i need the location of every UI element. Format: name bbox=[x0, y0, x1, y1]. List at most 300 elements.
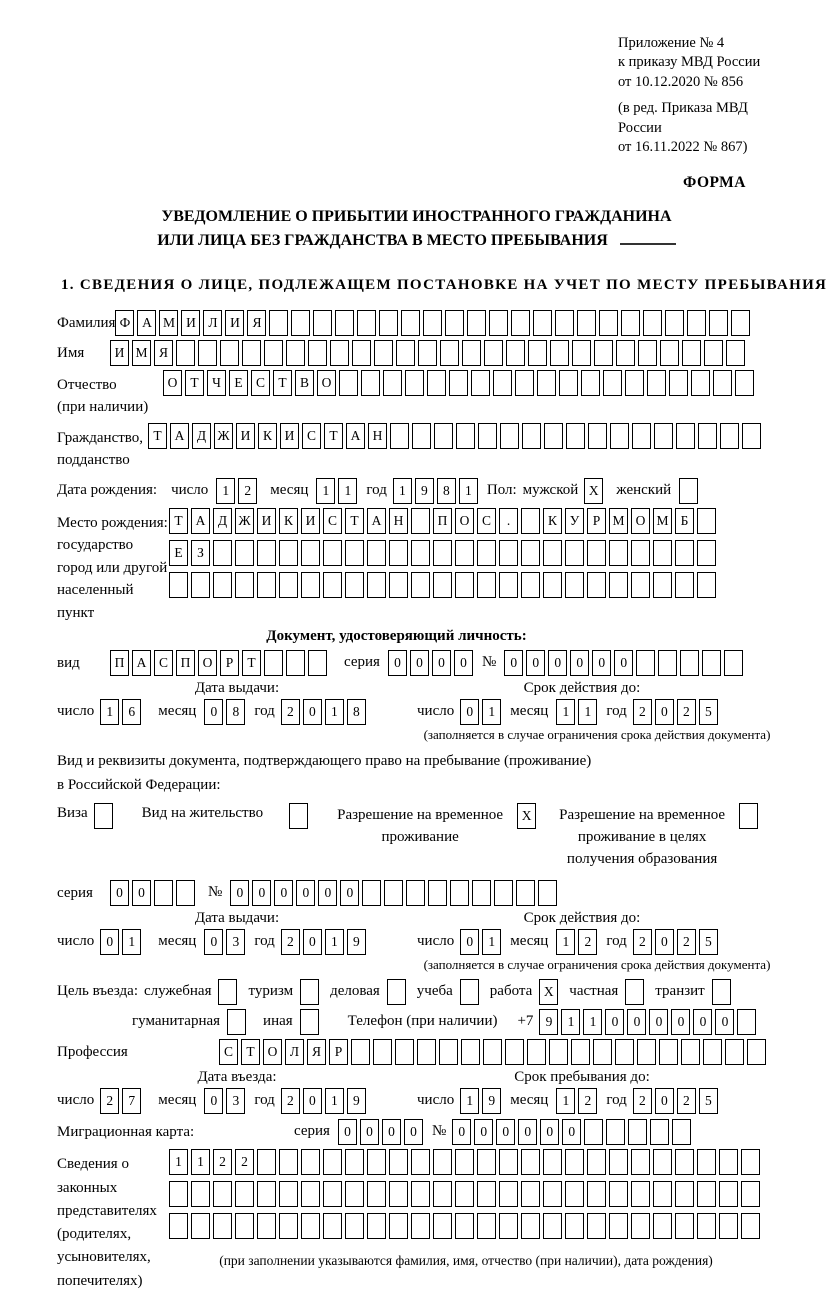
char-cell bbox=[704, 340, 723, 366]
char-cell: А bbox=[191, 508, 210, 534]
char-cell bbox=[521, 540, 540, 566]
valid-day-boxes bbox=[460, 699, 504, 725]
char-cell bbox=[428, 880, 447, 906]
char-cell bbox=[609, 540, 628, 566]
char-cell bbox=[515, 370, 534, 396]
char-cell: 2 bbox=[633, 1088, 652, 1114]
birth-place-line3 bbox=[169, 572, 719, 598]
representatives-line3 bbox=[169, 1213, 763, 1239]
char-cell: И bbox=[110, 340, 129, 366]
char-cell bbox=[742, 423, 761, 449]
char-cell bbox=[676, 423, 695, 449]
char-cell bbox=[411, 572, 430, 598]
char-cell: С bbox=[477, 508, 496, 534]
char-cell bbox=[587, 540, 606, 566]
doc-kind-label: вид bbox=[57, 655, 80, 672]
phone-boxes bbox=[539, 1009, 759, 1035]
char-cell bbox=[213, 540, 232, 566]
char-cell bbox=[565, 540, 584, 566]
char-cell bbox=[264, 650, 283, 676]
char-cell: 2 bbox=[578, 1088, 597, 1114]
char-cell bbox=[647, 370, 666, 396]
char-cell: Е bbox=[229, 370, 248, 396]
valid-month-boxes bbox=[556, 929, 600, 955]
purpose-business-checkbox bbox=[380, 979, 409, 1005]
char-cell: 1 bbox=[583, 1009, 602, 1035]
male-checkbox bbox=[584, 478, 606, 504]
char-cell: А bbox=[170, 423, 189, 449]
birth-place-line1 bbox=[169, 508, 719, 534]
char-cell: Л bbox=[203, 310, 222, 336]
char-cell: Т bbox=[169, 508, 188, 534]
residence-permit-label: Вид на жительство bbox=[141, 805, 264, 822]
purpose-other-checkbox bbox=[293, 1009, 322, 1035]
char-cell bbox=[351, 1039, 370, 1065]
char-cell: 3 bbox=[226, 1088, 245, 1114]
char-cell: Ж bbox=[235, 508, 254, 534]
patronymic-label: Отчество (при наличии) bbox=[57, 376, 149, 416]
month-label: месяц bbox=[510, 933, 549, 950]
char-cell bbox=[462, 340, 481, 366]
char-cell bbox=[395, 1039, 414, 1065]
char-cell bbox=[483, 1039, 502, 1065]
char-cell bbox=[720, 423, 739, 449]
number-label: № bbox=[208, 884, 223, 901]
char-cell bbox=[301, 1181, 320, 1207]
series-label: серия bbox=[344, 654, 380, 671]
purpose-business-label: деловая bbox=[330, 983, 380, 1000]
char-cell bbox=[505, 1039, 524, 1065]
valid-until-header: Срок действия до: bbox=[523, 910, 641, 927]
validity-note: (заполняется в случае ограничения срока действия документа) bbox=[423, 957, 771, 973]
char-cell bbox=[467, 310, 486, 336]
char-cell: 1 bbox=[325, 699, 344, 725]
valid-until-header: Срок действия до: bbox=[523, 680, 641, 697]
char-cell: 1 bbox=[556, 1088, 575, 1114]
char-cell bbox=[587, 1149, 606, 1175]
residence-doc-intro2: в Российской Федерации: bbox=[57, 777, 221, 794]
char-cell bbox=[411, 540, 430, 566]
visit-purpose-row2 bbox=[132, 1009, 776, 1035]
char-cell bbox=[323, 1213, 342, 1239]
char-cell: И bbox=[257, 508, 276, 534]
char-cell bbox=[455, 540, 474, 566]
char-cell bbox=[737, 1009, 756, 1035]
char-cell: 5 bbox=[699, 1088, 718, 1114]
char-cell bbox=[455, 1149, 474, 1175]
day-label: число bbox=[417, 1092, 455, 1109]
birth-place-box-rows bbox=[169, 508, 719, 604]
char-cell: Т bbox=[324, 423, 343, 449]
char-cell: Т bbox=[273, 370, 292, 396]
char-cell bbox=[291, 310, 310, 336]
char-cell bbox=[301, 1149, 320, 1175]
char-cell bbox=[632, 423, 651, 449]
char-cell: 0 bbox=[388, 650, 407, 676]
issue-day-boxes bbox=[100, 929, 144, 955]
issue-month-boxes bbox=[204, 929, 248, 955]
char-cell: 0 bbox=[460, 699, 479, 725]
issue-year-boxes bbox=[281, 929, 369, 955]
char-cell bbox=[257, 1181, 276, 1207]
char-cell: 2 bbox=[633, 699, 652, 725]
char-cell: 0 bbox=[132, 880, 151, 906]
char-cell bbox=[191, 1181, 210, 1207]
char-cell: Ч bbox=[207, 370, 226, 396]
profession-row bbox=[57, 1039, 776, 1065]
char-cell bbox=[169, 572, 188, 598]
char-cell: 1 bbox=[578, 699, 597, 725]
char-cell bbox=[352, 340, 371, 366]
char-cell: 0 bbox=[404, 1119, 423, 1145]
char-cell: 2 bbox=[677, 699, 696, 725]
char-cell bbox=[675, 1213, 694, 1239]
char-cell: З bbox=[191, 540, 210, 566]
visa-checkbox bbox=[94, 803, 116, 829]
char-cell: 1 bbox=[460, 1088, 479, 1114]
identity-valid-date bbox=[417, 699, 721, 725]
char-cell: Т bbox=[185, 370, 204, 396]
citizenship-label: Гражданство, подданство bbox=[57, 429, 144, 469]
birth-day-boxes bbox=[216, 478, 260, 504]
char-cell bbox=[301, 572, 320, 598]
purpose-humanitarian-label: гуманитарная bbox=[132, 1013, 221, 1030]
char-cell bbox=[550, 340, 569, 366]
char-cell bbox=[636, 650, 655, 676]
identity-dates-row bbox=[57, 699, 776, 725]
char-cell: К bbox=[258, 423, 277, 449]
char-cell bbox=[362, 880, 381, 906]
char-cell: 0 bbox=[474, 1119, 493, 1145]
representatives-line2 bbox=[169, 1181, 763, 1207]
char-cell bbox=[697, 1149, 716, 1175]
char-cell: 0 bbox=[460, 929, 479, 955]
char-cell bbox=[455, 1181, 474, 1207]
purpose-tourism-checkbox bbox=[293, 979, 322, 1005]
char-cell bbox=[367, 572, 386, 598]
residence-number-boxes bbox=[230, 880, 560, 906]
representatives-line1 bbox=[169, 1149, 763, 1175]
char-cell: 1 bbox=[556, 699, 575, 725]
char-cell: 1 bbox=[325, 929, 344, 955]
char-cell bbox=[543, 572, 562, 598]
profession-label: Профессия bbox=[57, 1044, 128, 1061]
char-cell bbox=[489, 310, 508, 336]
purpose-other-label: иная bbox=[263, 1013, 293, 1030]
char-cell bbox=[637, 1039, 656, 1065]
representatives-label: Сведения о законных представителях (родителях, усыновителях, попечителях) bbox=[57, 1156, 157, 1289]
char-cell bbox=[301, 1213, 320, 1239]
char-cell bbox=[461, 1039, 480, 1065]
char-cell bbox=[654, 423, 673, 449]
char-cell bbox=[357, 310, 376, 336]
char-cell bbox=[606, 1119, 625, 1145]
edu-permit-label: Разрешение на временное проживание в целях получения образования bbox=[559, 807, 726, 867]
char-cell bbox=[609, 1213, 628, 1239]
char-cell: И bbox=[181, 310, 200, 336]
char-cell bbox=[384, 880, 403, 906]
char-cell bbox=[679, 478, 698, 504]
year-label: год bbox=[606, 1092, 627, 1109]
char-cell bbox=[506, 340, 525, 366]
char-cell bbox=[549, 1039, 568, 1065]
char-cell: К bbox=[543, 508, 562, 534]
char-cell bbox=[367, 1181, 386, 1207]
year-label: год bbox=[254, 933, 275, 950]
char-cell: Б bbox=[675, 508, 694, 534]
char-cell bbox=[345, 1181, 364, 1207]
char-cell bbox=[367, 540, 386, 566]
char-cell bbox=[527, 1039, 546, 1065]
char-cell: 0 bbox=[715, 1009, 734, 1035]
char-cell: 0 bbox=[570, 650, 589, 676]
char-cell: 0 bbox=[274, 880, 293, 906]
purpose-official-label: служебная bbox=[143, 983, 212, 1000]
char-cell bbox=[191, 572, 210, 598]
char-cell bbox=[477, 1149, 496, 1175]
char-cell bbox=[594, 340, 613, 366]
char-cell bbox=[257, 540, 276, 566]
char-cell bbox=[235, 1213, 254, 1239]
char-cell: 1 bbox=[561, 1009, 580, 1035]
char-cell bbox=[565, 1181, 584, 1207]
char-cell: 0 bbox=[548, 650, 567, 676]
entry-date-header: Дата въезда: bbox=[197, 1069, 277, 1086]
appendix-line: Приложение № 4 bbox=[618, 35, 725, 51]
number-label: № bbox=[481, 654, 497, 671]
char-cell bbox=[544, 423, 563, 449]
char-cell: Т bbox=[345, 508, 364, 534]
char-cell bbox=[433, 572, 452, 598]
issue-day-boxes bbox=[100, 699, 144, 725]
char-cell bbox=[301, 540, 320, 566]
valid-year-boxes bbox=[633, 929, 721, 955]
char-cell: 0 bbox=[655, 1088, 674, 1114]
day-label: число bbox=[57, 1092, 95, 1109]
series-label: серия bbox=[57, 885, 93, 902]
char-cell: 0 bbox=[693, 1009, 712, 1035]
char-cell bbox=[257, 1149, 276, 1175]
char-cell: 1 bbox=[393, 478, 412, 504]
char-cell bbox=[588, 423, 607, 449]
char-cell bbox=[675, 1181, 694, 1207]
char-cell bbox=[154, 880, 173, 906]
entry-day-boxes bbox=[100, 1088, 144, 1114]
char-cell bbox=[499, 572, 518, 598]
char-cell: 1 bbox=[482, 699, 501, 725]
purpose-transit-checkbox bbox=[705, 979, 734, 1005]
char-cell bbox=[682, 340, 701, 366]
char-cell: 0 bbox=[592, 650, 611, 676]
char-cell: 9 bbox=[415, 478, 434, 504]
char-cell bbox=[709, 310, 728, 336]
char-cell bbox=[379, 310, 398, 336]
char-cell bbox=[427, 370, 446, 396]
char-cell bbox=[565, 1149, 584, 1175]
char-cell: 2 bbox=[281, 929, 300, 955]
char-cell bbox=[449, 370, 468, 396]
section1-heading: 1. СВЕДЕНИЯ О ЛИЦЕ, ПОДЛЕЖАЩЕМ ПОСТАНОВКЕ НА УЧЕТ ПО МЕСТУ ПРЕБЫВАНИЯ bbox=[61, 276, 827, 293]
char-cell bbox=[609, 572, 628, 598]
char-cell: 6 bbox=[122, 699, 141, 725]
char-cell: Н bbox=[389, 508, 408, 534]
char-cell bbox=[472, 880, 491, 906]
char-cell bbox=[213, 1213, 232, 1239]
char-cell bbox=[450, 880, 469, 906]
purpose-private-label: частная bbox=[569, 983, 619, 1000]
char-cell bbox=[675, 1149, 694, 1175]
citizenship-row bbox=[57, 423, 776, 472]
char-cell: 0 bbox=[526, 650, 545, 676]
char-cell bbox=[621, 310, 640, 336]
char-cell: 0 bbox=[655, 699, 674, 725]
char-cell: А bbox=[132, 650, 151, 676]
day-label: число bbox=[417, 703, 455, 720]
char-cell bbox=[418, 340, 437, 366]
char-cell: 0 bbox=[540, 1119, 559, 1145]
residence-series-row bbox=[57, 880, 776, 906]
char-cell bbox=[445, 310, 464, 336]
day-label: число bbox=[57, 703, 95, 720]
char-cell: 3 bbox=[226, 929, 245, 955]
char-cell: 0 bbox=[110, 880, 129, 906]
stay-until-date bbox=[417, 1088, 721, 1114]
char-cell bbox=[499, 540, 518, 566]
char-cell bbox=[176, 880, 195, 906]
char-cell bbox=[741, 1181, 760, 1207]
char-cell: 0 bbox=[318, 880, 337, 906]
char-cell bbox=[279, 1149, 298, 1175]
char-cell bbox=[412, 423, 431, 449]
month-label: месяц bbox=[158, 1092, 197, 1109]
stay-year-boxes bbox=[633, 1088, 721, 1114]
char-cell bbox=[411, 508, 430, 534]
issue-month-boxes bbox=[204, 699, 248, 725]
char-cell: 0 bbox=[504, 650, 523, 676]
char-cell: 9 bbox=[347, 929, 366, 955]
char-cell: 7 bbox=[122, 1088, 141, 1114]
char-cell bbox=[389, 572, 408, 598]
char-cell bbox=[213, 572, 232, 598]
char-cell: X bbox=[517, 803, 536, 829]
patronymic-boxes bbox=[163, 370, 757, 396]
residence-issue-date bbox=[57, 929, 417, 955]
char-cell bbox=[389, 540, 408, 566]
char-cell: Я bbox=[307, 1039, 326, 1065]
char-cell: 9 bbox=[539, 1009, 558, 1035]
char-cell bbox=[555, 310, 574, 336]
char-cell bbox=[731, 310, 750, 336]
appendix-header bbox=[618, 34, 776, 158]
char-cell: 1 bbox=[169, 1149, 188, 1175]
migration-number-boxes bbox=[452, 1119, 694, 1145]
validity-note: (заполняется в случае ограничения срока действия документа) bbox=[423, 727, 771, 743]
char-cell bbox=[609, 1181, 628, 1207]
char-cell bbox=[609, 1149, 628, 1175]
char-cell bbox=[698, 423, 717, 449]
char-cell: О bbox=[163, 370, 182, 396]
char-cell bbox=[176, 340, 195, 366]
entry-month-boxes bbox=[204, 1088, 248, 1114]
char-cell bbox=[625, 979, 644, 1005]
residence-valid-date bbox=[417, 929, 721, 955]
year-label: год bbox=[254, 703, 275, 720]
char-cell bbox=[571, 1039, 590, 1065]
char-cell bbox=[434, 423, 453, 449]
representatives-row bbox=[57, 1149, 776, 1293]
char-cell bbox=[559, 370, 578, 396]
char-cell bbox=[323, 540, 342, 566]
char-cell bbox=[521, 1181, 540, 1207]
char-cell: М bbox=[609, 508, 628, 534]
birth-place-row bbox=[57, 508, 776, 625]
char-cell bbox=[169, 1213, 188, 1239]
char-cell bbox=[471, 370, 490, 396]
char-cell bbox=[653, 540, 672, 566]
char-cell: Р bbox=[587, 508, 606, 534]
char-cell: 2 bbox=[238, 478, 257, 504]
char-cell bbox=[521, 508, 540, 534]
char-cell: 1 bbox=[191, 1149, 210, 1175]
year-label: год bbox=[254, 1092, 275, 1109]
char-cell bbox=[477, 1181, 496, 1207]
char-cell bbox=[638, 340, 657, 366]
char-cell: Я bbox=[154, 340, 173, 366]
purpose-humanitarian-checkbox bbox=[220, 1009, 249, 1035]
char-cell bbox=[747, 1039, 766, 1065]
char-cell bbox=[220, 340, 239, 366]
char-cell bbox=[478, 423, 497, 449]
surname-label: Фамилия bbox=[57, 314, 116, 331]
valid-month-boxes bbox=[556, 699, 600, 725]
purpose-transit-label: транзит bbox=[655, 983, 705, 1000]
form-title-line1: УВЕДОМЛЕНИЕ О ПРИБЫТИИ ИНОСТРАННОГО ГРАЖДАНИНА bbox=[161, 207, 672, 225]
char-cell: 0 bbox=[252, 880, 271, 906]
char-cell bbox=[719, 1213, 738, 1239]
migration-card-row bbox=[57, 1119, 776, 1145]
char-cell bbox=[543, 1181, 562, 1207]
char-cell bbox=[198, 340, 217, 366]
char-cell bbox=[675, 540, 694, 566]
char-cell bbox=[653, 572, 672, 598]
month-label: месяц bbox=[510, 703, 549, 720]
char-cell bbox=[726, 340, 745, 366]
char-cell: О bbox=[455, 508, 474, 534]
char-cell: Т bbox=[241, 1039, 260, 1065]
char-cell: 1 bbox=[325, 1088, 344, 1114]
char-cell bbox=[669, 370, 688, 396]
char-cell bbox=[697, 1181, 716, 1207]
char-cell bbox=[279, 1213, 298, 1239]
day-label: число bbox=[57, 933, 95, 950]
issue-date-header: Дата выдачи: bbox=[194, 910, 280, 927]
char-cell bbox=[741, 1213, 760, 1239]
char-cell: 2 bbox=[281, 699, 300, 725]
appendix-line: к приказу МВД России bbox=[618, 54, 761, 71]
revision-line: (в ред. Приказа МВД России bbox=[618, 100, 748, 136]
char-cell bbox=[235, 1181, 254, 1207]
char-cell bbox=[264, 340, 283, 366]
male-label: мужской bbox=[522, 481, 579, 498]
char-cell: М bbox=[159, 310, 178, 336]
char-cell: . bbox=[499, 508, 518, 534]
char-cell: А bbox=[367, 508, 386, 534]
purpose-tourism-label: туризм bbox=[248, 983, 294, 1000]
migration-series-boxes bbox=[338, 1119, 426, 1145]
given-name-label: Имя bbox=[57, 344, 85, 361]
char-cell: О bbox=[263, 1039, 282, 1065]
char-cell bbox=[440, 340, 459, 366]
